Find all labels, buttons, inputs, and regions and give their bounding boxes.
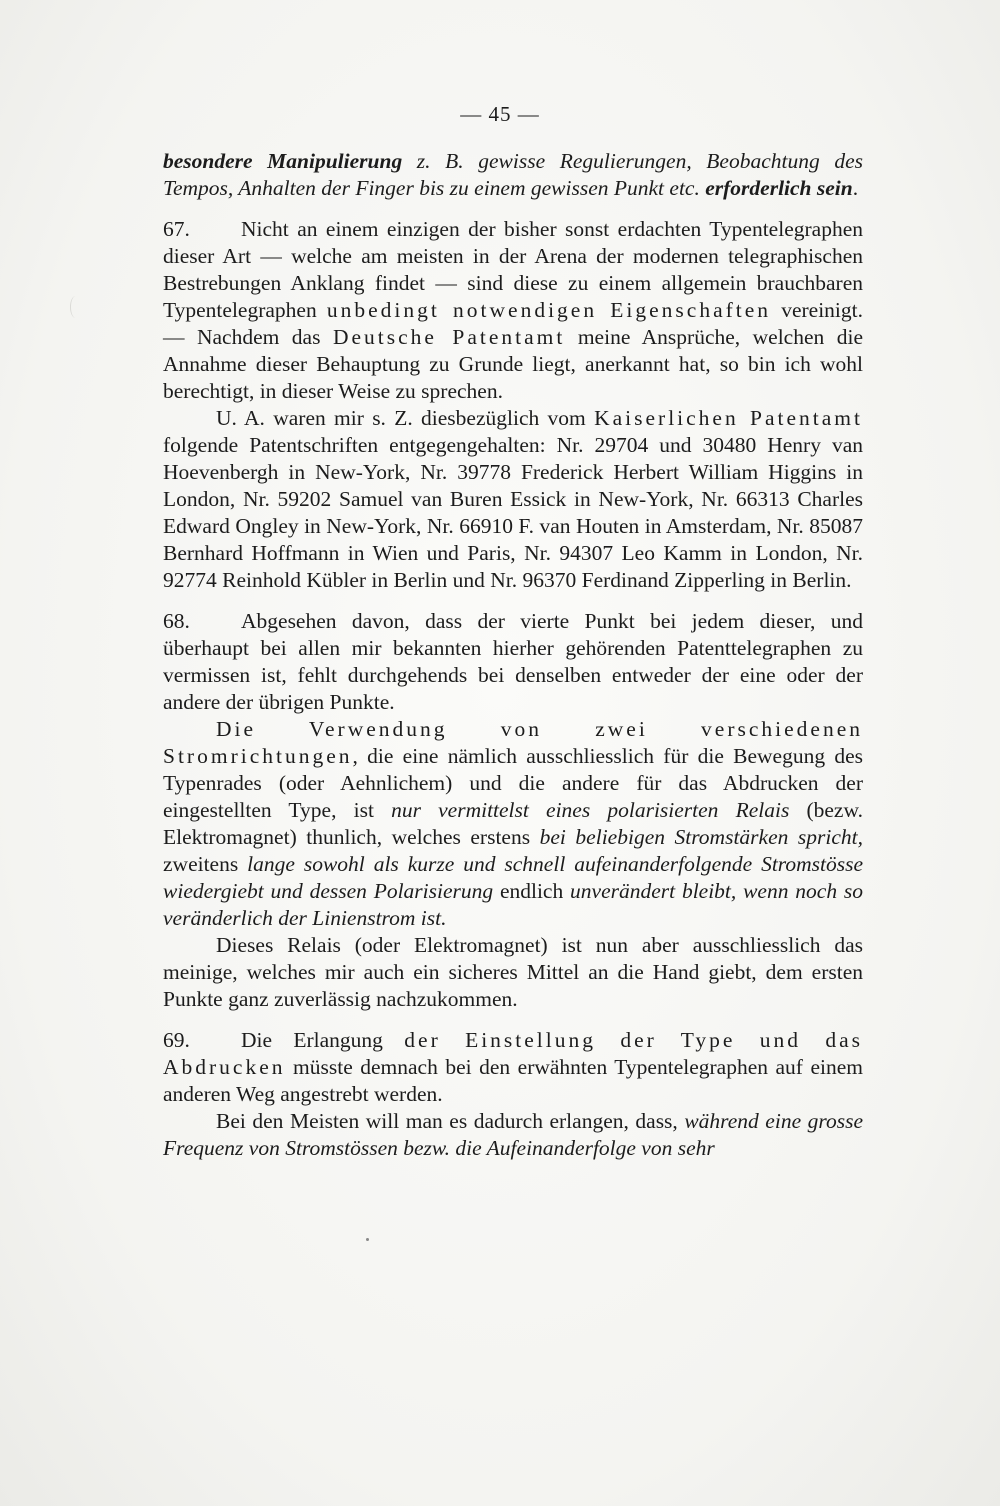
text-run: müsste demnach bei den erwähnten Typentelegraphen auf einem anderen Weg angestrebt werden. <box>163 1055 863 1106</box>
text-run: (bezw. Elektromagnet) thunlich, welches erstens <box>163 798 863 849</box>
page-number: — 45 — <box>460 102 540 126</box>
italic-phrase: bei beliebigen Stromstärken spricht, <box>539 825 864 849</box>
paragraph-68 <box>163 608 863 716</box>
paragraph-meisten <box>163 1108 863 1162</box>
text-run: zweitens <box>163 852 248 876</box>
italic-phrase: nur vermittelst eines polarisierten Relais <box>391 798 790 822</box>
italic-phrase: lange sowohl als kurze und schnell aufeinanderfolgende Stromstösse wiedergiebt und dessen Polarisierung <box>163 852 864 903</box>
spaced-phrase: der Einstellung der Type und das Abdrucken <box>163 1028 863 1079</box>
paragraph-67 <box>163 216 863 405</box>
text-run: vereinigt. — Nachdem das <box>163 298 864 349</box>
paragraph-stromrichtungen <box>163 716 863 932</box>
margin-mark <box>70 296 81 318</box>
text-run: . <box>852 176 859 200</box>
text-run: , die eine nämlich ausschliesslich für die Bewegung des Typenrades (oder Aehnlichem) und die andere für das Abdrucken der eingestellten Type, ist <box>163 744 863 822</box>
paragraph-patents <box>163 405 863 594</box>
paragraph-relais <box>163 932 863 1013</box>
spaced-phrase: Deutsche Patentamt <box>332 325 566 349</box>
text-run: endlich <box>493 879 571 903</box>
text-run: U. A. waren mir s. Z. diesbezüglich vom <box>216 406 595 430</box>
text-run: Dieses Relais (oder Elektromagnet) ist nun aber ausschliesslich das meinige, welches mir auch ein sicheres Mittel an die Hand giebt, dem ersten Punkte ganz zuverlässig nachzukommen. <box>163 933 863 1011</box>
paragraph-69 <box>163 1027 863 1108</box>
section-number: 69. <box>163 1028 190 1052</box>
section-number: 67. <box>163 217 190 241</box>
text-run: meine Ansprüche, welchen die Annahme dieser Behauptung zu Grunde liegt, anerkannt hat, so bin ich wohl berechtigt, in dieser Weise zu sprechen. <box>163 325 863 403</box>
text-run: Die Erlangung <box>241 1028 405 1052</box>
bold-italic-phrase: besondere Manipulierung <box>163 149 403 173</box>
italic-phrase: unverändert bleibt, wenn noch so veränderlich der Linienstrom ist. <box>163 879 863 930</box>
text-run: Nicht an einem einzigen der bisher sonst erdachten Typentelegraphen dieser Art — welche am meisten in der Arena der modernen telegraphischen Bestrebungen Anklang findet — sind diese zu einem allgemein brauchbaren Typentelegraphen <box>163 217 863 322</box>
text-run: Bei den Meisten will man es dadurch erlangen, dass, <box>216 1109 685 1133</box>
italic-phrase: z. B. gewisse Regulierungen, Beobachtung des Tempos, Anhalten der Finger bis zu einem gewissen Punkt etc. <box>163 149 863 200</box>
spaced-phrase: Kaiserlichen Patentamt <box>594 406 864 430</box>
paragraph-continuation <box>163 148 863 202</box>
body-text <box>163 148 863 1162</box>
spaced-phrase: Die Verwendung von zwei verschiedenen Stromrichtungen <box>163 717 863 768</box>
section-number: 68. <box>163 609 190 633</box>
italic-phrase: während eine grosse Frequenz von Stromstössen bezw. die Aufeinanderfolge von sehr <box>163 1109 863 1160</box>
ink-speck <box>366 1238 369 1241</box>
text-run: folgende Patentschriften entgegengehalten: Nr. 29704 und 30480 Henry van Hoevenbergh in New-York, Nr. 39778 Frederick Herbert William Higgins in London, Nr. 59202 Samuel van Buren Essick in New-York, Nr. 66313 Charles Edward Ongley in New-York, Nr. 66910 F. van Houten in Amsterdam, Nr. 85087 Bernhard Hoffmann in Wien und Paris, Nr. 94307 Leo Kamm in London, Nr. 92774 Reinhold Kübler in Berlin und Nr. 96370 Ferdinand Zipperling in Berlin. <box>163 433 863 592</box>
spaced-phrase: unbedingt notwendigen Eigenschaften <box>326 298 772 322</box>
bold-italic-phrase: erforderlich sein <box>705 176 853 200</box>
text-run: Abgesehen davon, dass der vierte Punkt bei jedem dieser, und überhaupt bei allen mir bekannten hierher gehörenden Patenttelegraphen zu vermissen ist, fehlt durchgehends bei denselben entweder der eine oder der andere der übrigen Punkte. <box>163 609 863 714</box>
